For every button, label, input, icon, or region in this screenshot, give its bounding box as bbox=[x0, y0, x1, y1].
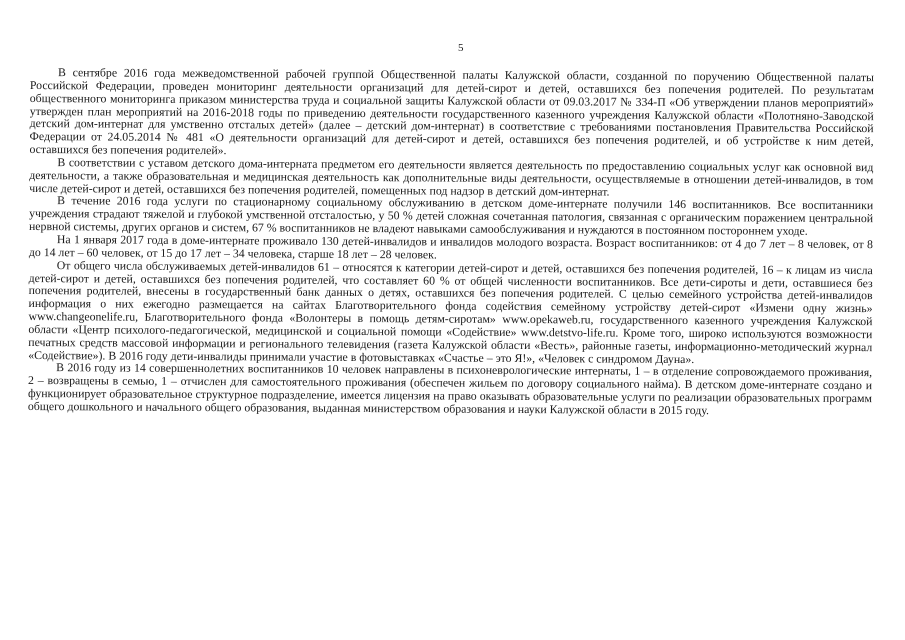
paragraph-graduates: В 2016 году из 14 совершеннолетних воспитанников 10 человек направлены в психоневрологические интернаты, 1 – в отделение сопровождаемого проживания, 2 – возвращены в семью, 1 – отчислен для самостоятельного проживания (обеспечен жильем по договору социального найма). В детском доме-интернате создано и функционирует образовательное структурное подразделение, имеется лицензия на право оказывать образовательные услуги по реализации образовательных программ общего дошкольного и начального общего образования, выданная министерством образования и науки Калужской области в 2015 году. bbox=[27, 360, 873, 418]
paragraph-residents-2017: На 1 января 2017 года в доме-интернате проживало 130 детей-инвалидов и инвалидов молодого возраста. Возраст воспитанников: от 4 до 7 лет – 8 человек, от 8 до 14 лет – 60 человек, от 15 до 17 лет – 34 человека, старше 18 лет – 28 человек. bbox=[28, 232, 873, 262]
paragraph-services-2016: В течение 2016 года услуги по стационарному социальному обслуживанию в детском доме-интернате получили 146 воспитанников. Все воспитанники учреждения страдают тяжелой и глубокой умственной отсталостью, у 50 % детей сложная сочетанная патология, связанная с органическим поражением центральной нервной системы, других органов и систем, 67 % воспитанников не владеют навыками самообслуживания и нуждаются в постоянном постороннем уходе. bbox=[28, 193, 874, 238]
document-body bbox=[28, 66, 874, 418]
page-number: 5 bbox=[458, 42, 464, 54]
paragraph-charter: В соответствии с уставом детского дома-интерната предметом его деятельности является деятельность по предоставлению социальных услуг как основной вид деятельности, а также образовательная и медицинская деятельность как дополнительные виды деятельности, осуществляемые в отношении детей-инвалидов, в том числе детей-сирот и детей, оставшихся без попечения родителей, помещенных под надзор в детский дом-интернат. bbox=[29, 155, 874, 199]
paragraph-monitoring: В сентябре 2016 года межведомственной рабочей группой Общественной палаты Калужской области, созданной по поручению Общественной палаты Российской Федерации, проведен мониторинг деятельности организаций для детей-сирот и детей, оставшихся без попечения родителей. По результатам общественного мониторинга приказом министерства труда и социальной защиты Калужской области от 09.03.2017 № 334-П «Об утверждении планов мероприятий» утвержден план мероприятий на 2016-2018 годы по приведению деятельности государственного казенного учреждения Калужской области «Полотняно-Заводской детский дом-интернат для умственно отсталых детей» (далее – детский дом-интернат) в соответствие с требованиями постановления Правительства Российской Федерации от 24.05.2014 № 481 «О деятельности организаций для детей-сирот и детей, оставшихся без попечения родителей, и об устройстве к ним детей, оставшихся без попечения родителей». bbox=[29, 65, 874, 158]
paragraph-orphans: От общего числа обслуживаемых детей-инвалидов 61 – относятся к категории детей-сирот и детей, оставшихся без попечения родителей, 16 – к лицам из числа детей-сирот и детей, оставшихся без попечения родителей, что составляет 60 % от общей численности воспитанников. Все дети-сироты и дети, оставшиеся без попечения родителей, внесены в государственный банк данных о детях, оставшихся без попечения родителей. С целью семейного устройства детей-инвалидов информация о них ежегодно размещается на сайтах Благотворительного фонда содействия семейному устройству детей-сирот «Измени одну жизнь» www.changeonelife.ru, Благотворительного фонда «Волонтеры в помощь детям-сиротам» www.opekaweb.ru, государственного казенного учреждения Калужской области «Центр психолого-педагогической, медицинской и социальной помощи «Содействие» www.detstvo-life.ru. Кроме того, широко используются возможности печатных средств массовой информации и регионального телевидения (газета Калужской области «Весть», районные газеты, информационно-методический журнал «Содействие»). В 2016 году дети-инвалиды принимали участие в фотовыставках «Счастье – это Я!», «Человек с синдромом Дауна». bbox=[28, 257, 873, 366]
